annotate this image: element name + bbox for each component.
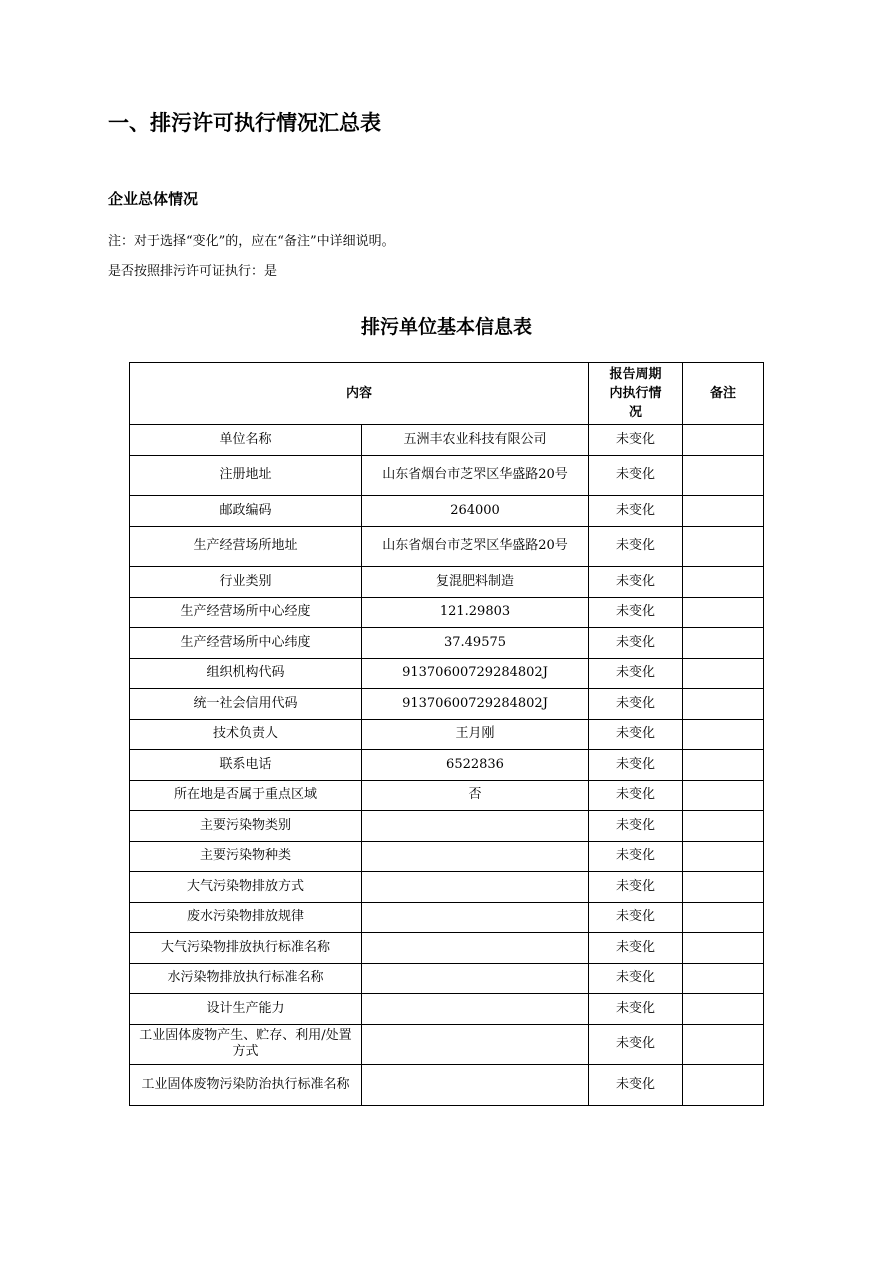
section-heading: 一、排污许可执行情况汇总表 [108,111,381,135]
row-status-cell: 未变化 [589,628,683,659]
row-status-cell: 未变化 [589,455,683,496]
table-row [130,902,764,933]
row-remark-cell [683,1065,764,1106]
row-remark-cell [683,872,764,903]
table-row [130,811,764,842]
row-value-cell: 山东省烟台市芝罘区华盛路20号 [362,455,589,496]
row-status-cell: 未变化 [589,689,683,720]
row-remark-cell [683,425,764,456]
row-value-cell: 264000 [362,496,589,527]
row-remark-cell [683,628,764,659]
row-item-cell: 主要污染物种类 [130,841,362,872]
row-remark-cell [683,719,764,750]
row-remark-cell [683,567,764,598]
row-item-cell: 工业固体废物产生、贮存、利用/处置方式 [130,1024,362,1065]
row-item-cell: 单位名称 [130,425,362,456]
table-row [130,628,764,659]
row-remark-cell [683,455,764,496]
table-row [130,872,764,903]
row-status-cell: 未变化 [589,597,683,628]
row-item-cell: 统一社会信用代码 [130,689,362,720]
row-remark-cell [683,689,764,720]
table-row [130,963,764,994]
table-row [130,526,764,567]
note-text: 注：对于选择“变化”的，应在“备注”中详细说明。 [108,234,395,249]
row-value-cell: 37.49575 [362,628,589,659]
row-remark-cell [683,496,764,527]
row-item-cell: 主要污染物类别 [130,811,362,842]
row-value-cell [362,994,589,1025]
row-remark-cell [683,597,764,628]
row-item-cell: 设计生产能力 [130,994,362,1025]
table-row [130,689,764,720]
row-status-cell: 未变化 [589,780,683,811]
row-status-cell: 未变化 [589,963,683,994]
row-status-cell: 未变化 [589,811,683,842]
row-item-cell: 邮政编码 [130,496,362,527]
row-remark-cell [683,750,764,781]
row-value-cell [362,1065,589,1106]
table-row [130,597,764,628]
table-row [130,719,764,750]
row-item-cell: 技术负责人 [130,719,362,750]
row-remark-cell [683,963,764,994]
row-remark-cell [683,1024,764,1065]
row-item-cell: 水污染物排放执行标准名称 [130,963,362,994]
row-status-cell: 未变化 [589,1024,683,1065]
row-remark-cell [683,780,764,811]
row-value-cell [362,902,589,933]
row-value-cell: 五洲丰农业科技有限公司 [362,425,589,456]
row-status-cell: 未变化 [589,902,683,933]
table-body [130,425,764,1106]
row-item-cell: 联系电话 [130,750,362,781]
row-value-cell [362,841,589,872]
row-remark-cell [683,658,764,689]
header-content: 内容 [130,363,589,425]
row-remark-cell [683,902,764,933]
row-value-cell: 否 [362,780,589,811]
table-row [130,455,764,496]
row-item-cell: 组织机构代码 [130,658,362,689]
row-item-cell: 废水污染物排放规律 [130,902,362,933]
row-value-cell [362,933,589,964]
table-row [130,780,764,811]
header-status [589,363,683,425]
table-row [130,1065,764,1106]
table-row [130,994,764,1025]
table-row [130,841,764,872]
row-remark-cell [683,811,764,842]
row-value-cell [362,872,589,903]
table-row [130,567,764,598]
table-row [130,750,764,781]
row-status-cell: 未变化 [589,1065,683,1106]
row-value-cell [362,1024,589,1065]
row-remark-cell [683,994,764,1025]
row-status-cell: 未变化 [589,872,683,903]
compliance-text: 是否按照排污许可证执行：是 [108,264,278,279]
row-status-cell: 未变化 [589,933,683,964]
row-item-cell: 生产经营场所中心纬度 [130,628,362,659]
row-item-cell: 工业固体废物污染防治执行标准名称 [130,1065,362,1106]
row-status-cell: 未变化 [589,719,683,750]
table-row [130,425,764,456]
row-item-cell: 生产经营场所中心经度 [130,597,362,628]
row-remark-cell [683,526,764,567]
row-item-cell: 注册地址 [130,455,362,496]
row-value-cell: 121.29803 [362,597,589,628]
row-value-cell: 6522836 [362,750,589,781]
row-item-cell: 生产经营场所地址 [130,526,362,567]
row-value-cell [362,963,589,994]
row-status-cell: 未变化 [589,750,683,781]
row-status-cell: 未变化 [589,425,683,456]
table-title: 排污单位基本信息表 [360,316,532,338]
row-value-cell: 王月刚 [362,719,589,750]
row-status-cell: 未变化 [589,567,683,598]
header-status-label: 报告周期内执行情况 [609,367,662,420]
row-status-cell: 未变化 [589,994,683,1025]
table-row [130,658,764,689]
table-header-row [130,363,764,425]
row-value-cell: 91370600729284802J [362,689,589,720]
row-item-cell: 大气污染物排放执行标准名称 [130,933,362,964]
row-item-cell: 行业类别 [130,567,362,598]
basic-info-table [129,362,764,1106]
row-value-cell: 复混肥料制造 [362,567,589,598]
subsection-heading: 企业总体情况 [108,190,199,208]
row-status-cell: 未变化 [589,496,683,527]
table-row [130,496,764,527]
table-row [130,1024,764,1065]
row-item-cell: 所在地是否属于重点区域 [130,780,362,811]
table-row [130,933,764,964]
row-value-cell: 91370600729284802J [362,658,589,689]
row-status-cell: 未变化 [589,526,683,567]
row-item-cell: 大气污染物排放方式 [130,872,362,903]
row-value-cell [362,811,589,842]
header-remark: 备注 [683,363,764,425]
row-remark-cell [683,933,764,964]
row-value-cell: 山东省烟台市芝罘区华盛路20号 [362,526,589,567]
row-remark-cell [683,841,764,872]
row-status-cell: 未变化 [589,841,683,872]
row-status-cell: 未变化 [589,658,683,689]
